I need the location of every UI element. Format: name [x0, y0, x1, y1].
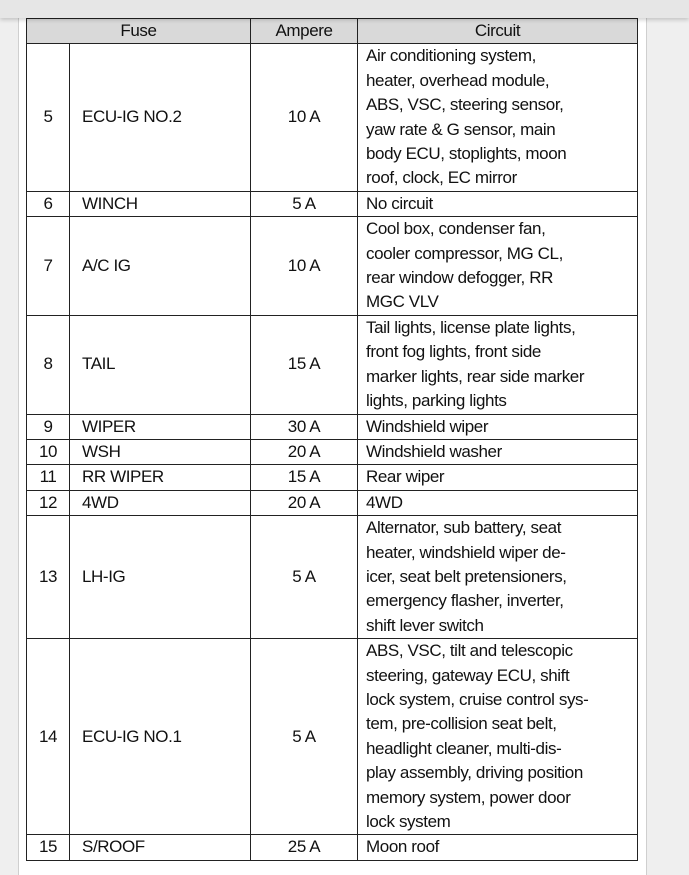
table-row: [27, 490, 638, 515]
fuse-number: 14: [27, 639, 70, 835]
fuse-name: A/C IG: [70, 217, 251, 316]
fuse-number: 13: [27, 516, 70, 639]
circuit-line: Cool box, condenser fan,: [366, 219, 546, 239]
fuse-circuit: [358, 465, 638, 490]
circuit-line: MGC VLV: [366, 292, 439, 312]
fuse-name: ECU-IG NO.2: [70, 44, 251, 191]
fuse-name: RR WIPER: [70, 465, 251, 490]
circuit-line: lights, parking lights: [366, 391, 507, 411]
circuit-line: yaw rate & G sensor, main: [366, 119, 556, 139]
circuit-line: front fog lights, front side: [366, 342, 541, 362]
circuit-line: headlight cleaner, multi-dis-: [366, 738, 562, 758]
circuit-line: shift lever switch: [366, 615, 484, 635]
fuse-ampere: 30 A: [251, 414, 358, 439]
fuse-number: 6: [27, 191, 70, 216]
circuit-line: Rear wiper: [366, 467, 445, 487]
top-bar: [0, 0, 689, 18]
circuit-line: ABS, VSC, steering sensor,: [366, 95, 564, 115]
circuit-line: Tail lights, license plate lights,: [366, 317, 576, 337]
circuit-line: heater, windshield wiper de-: [366, 542, 566, 562]
fuse-name: 4WD: [70, 490, 251, 515]
circuit-line: icer, seat belt pretensioners,: [366, 566, 567, 586]
circuit-line: emergency flasher, inverter,: [366, 591, 564, 611]
fuse-circuit: [358, 217, 638, 316]
fuse-ampere: 5 A: [251, 516, 358, 639]
fuse-circuit: [358, 414, 638, 439]
fuse-name: WIPER: [70, 414, 251, 439]
fuse-name: ECU-IG NO.1: [70, 639, 251, 835]
fuse-ampere: 15 A: [251, 465, 358, 490]
fuse-circuit: [358, 44, 638, 191]
fuse-ampere: 20 A: [251, 490, 358, 515]
circuit-line: Alternator, sub battery, seat: [366, 518, 562, 538]
fuse-circuit: [358, 439, 638, 464]
circuit-line: heater, overhead module,: [366, 70, 550, 90]
fuse-ampere: 10 A: [251, 44, 358, 191]
circuit-line: Moon roof: [366, 837, 439, 857]
fuse-ampere: 5 A: [251, 639, 358, 835]
fuse-number: 12: [27, 490, 70, 515]
table-row: [27, 315, 638, 414]
table-row: [27, 414, 638, 439]
fuse-name: WINCH: [70, 191, 251, 216]
fuse-circuit: [358, 639, 638, 835]
table-body: [27, 44, 638, 860]
header-fuse: Fuse: [27, 19, 251, 44]
table-row: [27, 44, 638, 191]
circuit-line: ABS, VSC, tilt and telescopic: [366, 641, 573, 661]
table-row: [27, 217, 638, 316]
table-row: [27, 639, 638, 835]
fuse-number: 7: [27, 217, 70, 316]
fuse-number: 15: [27, 835, 70, 860]
circuit-line: steering, gateway ECU, shift: [366, 665, 570, 685]
circuit-line: Air conditioning system,: [366, 46, 536, 66]
table-header-row: [27, 19, 638, 44]
fuse-number: 10: [27, 439, 70, 464]
fuse-number: 9: [27, 414, 70, 439]
fuse-circuit: [358, 191, 638, 216]
fuse-circuit: [358, 490, 638, 515]
fuse-name: LH-IG: [70, 516, 251, 639]
header-ampere: Ampere: [251, 19, 358, 44]
fuse-ampere: 5 A: [251, 191, 358, 216]
fuse-circuit: [358, 516, 638, 639]
table-row: [27, 516, 638, 639]
circuit-line: 4WD: [366, 492, 403, 512]
table-row: [27, 191, 638, 216]
fuse-circuit: [358, 835, 638, 860]
circuit-line: No circuit: [366, 193, 433, 213]
circuit-line: lock system: [366, 812, 451, 831]
fuse-ampere: 25 A: [251, 835, 358, 860]
circuit-line: cooler compressor, MG CL,: [366, 243, 563, 263]
circuit-line: tem, pre-collision seat belt,: [366, 714, 557, 734]
circuit-line: memory system, power door: [366, 787, 571, 807]
circuit-line: play assembly, driving position: [366, 763, 583, 783]
fuse-name: TAIL: [70, 315, 251, 414]
circuit-line: lock system, cruise control sys-: [366, 689, 589, 709]
circuit-line: Windshield wiper: [366, 416, 489, 436]
header-circuit: Circuit: [358, 19, 638, 44]
fuse-number: 8: [27, 315, 70, 414]
fuse-name: S/ROOF: [70, 835, 251, 860]
fuse-circuit: [358, 315, 638, 414]
fuse-ampere: 20 A: [251, 439, 358, 464]
table-row: [27, 465, 638, 490]
circuit-line: Windshield washer: [366, 441, 502, 461]
table-row: [27, 835, 638, 860]
table-row: [27, 439, 638, 464]
fuse-number: 5: [27, 44, 70, 191]
circuit-line: rear window defogger, RR: [366, 268, 553, 288]
fuse-ampere: 10 A: [251, 217, 358, 316]
circuit-line: body ECU, stoplights, moon: [366, 144, 567, 164]
fuse-ampere: 15 A: [251, 315, 358, 414]
circuit-line: marker lights, rear side marker: [366, 366, 585, 386]
fuse-name: WSH: [70, 439, 251, 464]
fuse-table: [26, 18, 638, 861]
fuse-number: 11: [27, 465, 70, 490]
circuit-line: roof, clock, EC mirror: [366, 168, 517, 188]
